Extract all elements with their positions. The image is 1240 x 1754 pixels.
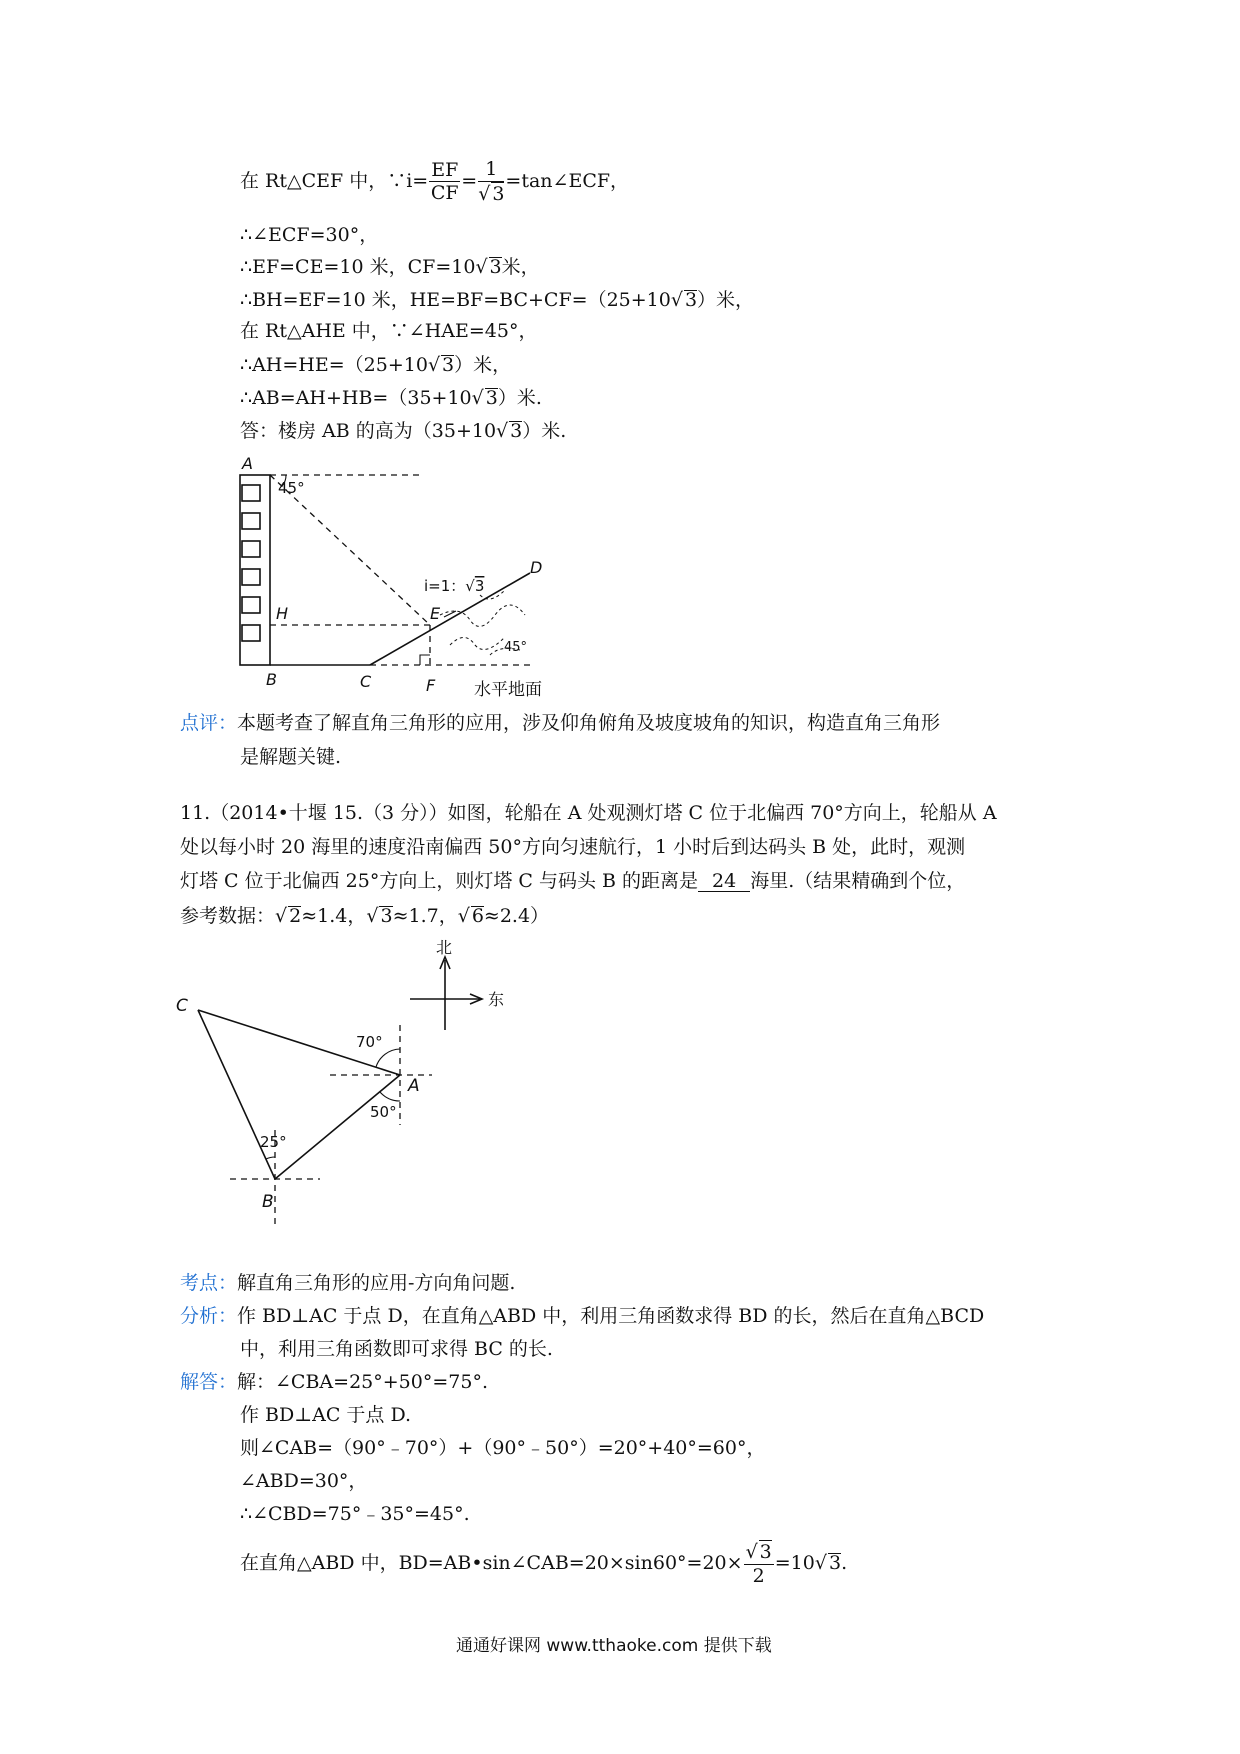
answer-blank: 24 <box>698 872 750 892</box>
label-h: H <box>276 604 289 623</box>
review-label: 点评： <box>180 712 238 734</box>
angle-70-arc <box>376 1049 400 1067</box>
jieda-line-3: 则∠CAB=（90°﹣70°）+（90°﹣50°）=20°+40°=60°， <box>240 1437 766 1459</box>
label-e: E <box>430 604 441 623</box>
angle-25-arc <box>266 1157 275 1159</box>
side-ab <box>275 1075 400 1179</box>
label-c: C <box>360 672 372 691</box>
fraction-1-sqrt3: $\frac{1}{√ 3}$ <box>478 158 505 205</box>
sol-line-5: 在 Rt△AHE 中，∵∠HAE=45°， <box>240 320 538 342</box>
label-ground: 水平地面 <box>474 680 542 700</box>
kaodian-line: 考点：解直角三角形的应用-方向角问题. <box>180 1272 516 1294</box>
sol-line-8: 答：楼房 AB 的高为（35+10√ 3）米. <box>240 420 567 442</box>
label-east: 东 <box>488 990 505 1009</box>
label-b: B <box>266 670 277 689</box>
label-a: A <box>242 455 253 473</box>
fraction-sqrt3-over-2: $\frac{√ 3}{2}$ <box>745 1541 772 1587</box>
review-line-1: 点评：本题考查了解直角三角形的应用，涉及仰角俯角及坡度坡角的知识，构造直角三角形 <box>180 712 941 734</box>
building-window <box>242 569 260 585</box>
building-outline <box>240 475 270 665</box>
label-angle-45b: 45° <box>504 640 528 655</box>
fraction-ef-cf: $\frac{EF}{CF}$ <box>430 158 459 205</box>
label-north: 北 <box>436 938 453 957</box>
review-line-2: 是解题关键. <box>240 746 342 768</box>
building-window <box>242 597 260 613</box>
sol-line-3: ∴EF=CE=10 米，CF=10√ 3米， <box>240 256 540 278</box>
label-angle-25: 25° <box>260 1133 287 1151</box>
jieda-line-5: ∴∠CBD=75°﹣35°=45°. <box>240 1503 470 1525</box>
building-window <box>242 541 260 557</box>
fenxi-line-1: 分析：作 BD⊥AC 于点 D，在直角△ABD 中，利用三角函数求得 BD 的长，然后在直角△BCD <box>180 1305 985 1327</box>
problem-line-4: 参考数据：√ 2≈1.4，√ 3≈1.7，√ 6≈2.4） <box>180 905 550 927</box>
side-cb <box>198 1010 275 1179</box>
page-footer: 通通好课网 www.tthaoke.com 提供下载 <box>456 1636 772 1656</box>
building-window <box>242 513 260 529</box>
building-slope-figure <box>230 455 570 715</box>
fenxi-label: 分析： <box>180 1305 238 1327</box>
kaodian-label: 考点： <box>180 1272 238 1294</box>
sol-line-7: ∴AB=AH+HB=（35+10√ 3）米. <box>240 387 542 409</box>
label-angle-50: 50° <box>370 1103 397 1121</box>
bearing-triangle-figure <box>170 935 530 1235</box>
sol-line-4: ∴BH=EF=10 米，HE=BF=BC+CF=（25+10√ 3）米， <box>240 289 755 311</box>
sol-line-2: ∴∠ECF=30°， <box>240 224 379 246</box>
label-f: F <box>426 676 436 695</box>
jieda-line-6: 在直角△ABD 中，BD=AB•sin∠CAB=20×sin60°=20× $\frac{√ 3}{2}$ =10√ 3. <box>240 1541 848 1587</box>
label-c: C <box>176 996 188 1016</box>
sol-line-6: ∴AH=HE=（25+10√ 3）米， <box>240 354 512 376</box>
sol-line-1: 在 Rt△CEF 中，∵i= $\frac{EF}{CF}$ = $\frac{1}{√ 3}$ =tan∠ECF， <box>240 158 630 205</box>
problem-line-3: 灯塔 C 位于北偏西 25°方向上，则灯塔 C 与码头 B 的距离是 24 海里.（结果精确到个位， <box>180 870 966 892</box>
building-window <box>242 485 260 501</box>
jieda-line-1: 解答：解：∠CBA=25°+50°=75°. <box>180 1371 488 1393</box>
problem-line-2: 处以每小时 20 海里的速度沿南偏西 50°方向匀速航行，1 小时后到达码头 B 处，此时，观测 <box>180 836 966 858</box>
jieda-line-2: 作 BD⊥AC 于点 D. <box>240 1404 412 1426</box>
building-window <box>242 625 260 641</box>
label-slope: i=1：√3 <box>424 577 485 595</box>
label-b: B <box>262 1192 274 1212</box>
label-a: A <box>408 1076 420 1096</box>
problem-line-1: 11.（2014•十堰 15.（3 分））如图，轮船在 A 处观测灯塔 C 位于北偏西 70°方向上，轮船从 A <box>180 802 997 824</box>
jieda-label: 解答： <box>180 1371 238 1393</box>
line-of-sight <box>270 475 430 625</box>
angle-50-arc <box>380 1092 400 1101</box>
label-angle-45: 45° <box>278 479 305 497</box>
fenxi-line-2: 中，利用三角函数即可求得 BC 的长. <box>240 1338 553 1360</box>
label-d: D <box>530 558 543 577</box>
label-angle-70: 70° <box>356 1033 383 1051</box>
right-angle-f <box>420 655 430 665</box>
jieda-line-4: ∠ABD=30°， <box>240 1470 368 1492</box>
